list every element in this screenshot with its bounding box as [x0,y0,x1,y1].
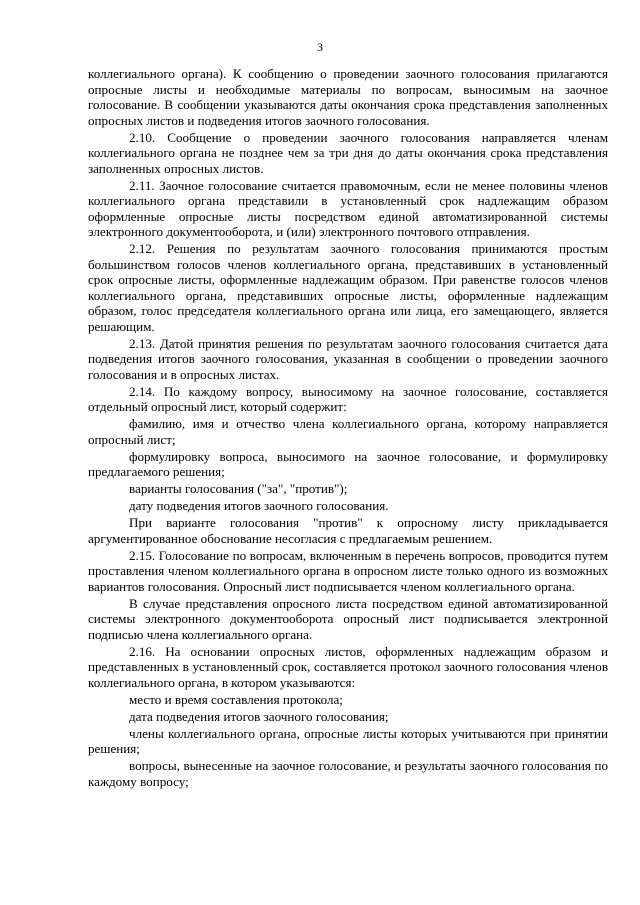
paragraph-electronic-signature: В случае представления опросного листа посредством единой автоматизированной системы электронного документооборота опросный лист подписывается электронной подписью члена коллегиального органа. [88,595,608,642]
paragraph-2-13: 2.13. Датой принятия решения по результатам заочного голосования считается дата подведения итогов заочного голосования, указанная в сообщении о проведении заочного голосования и в опросных листах. [88,335,608,382]
list-item-place-time: место и время составления протокола; [129,691,343,707]
paragraph-2-10: 2.10. Сообщение о проведении заочного голосования направляется членам коллегиального органа не позднее чем за три дня до даты окончания срока представления заполненных опросных листов. [88,129,608,176]
paragraph-2-14: 2.14. По каждому вопросу, выносимому на заочное голосование, составляется отдельный опросный лист, который содержит: [88,383,608,414]
page-number: 3 [317,40,323,54]
paragraph-2-12: 2.12. Решения по результатам заочного голосования принимаются простым большинством голосов членов коллегиального органа, представивших в установленный срок опросные листы, оформленные надлежащим образом. При равенстве голосов членов коллегиального органа, представивших опросные листы, оформленные надлежащим образом, голос председателя коллегиального органа или лица, его замещающего, является решающим. [88,241,608,334]
body-text [88,66,608,791]
paragraph-against-vote: При варианте голосования "против" к опросному листу прикладывается аргументированное обоснование несогласия с предлагаемым решением. [88,515,608,546]
list-item-full-name: фамилию, имя и отчество члена коллегиального органа, которому направляется опросный лист; [88,416,608,447]
paragraph-2-16: 2.16. На основании опросных листов, оформленных надлежащим образом и представленных в установленный срок, составляется протокол заочного голосования членов коллегиального органа, в котором указываются: [88,643,608,690]
paragraph-continuation: коллегиального органа). К сообщению о проведении заочного голосования прилагаются опросные листы и необходимые материалы по вопросам, выносимым на заочное голосование. В сообщении указываются даты окончания срока представления заполненных опросных листов и подведения итогов заочного голосования. [88,66,608,128]
paragraph-2-11: 2.11. Заочное голосование считается правомочным, если не менее половины членов коллегиального органа представили в установленный срок надлежащим образом оформленные опросные листы посредством единой автоматизированной системы электронного документооборота, и (или) электронного почтового отправления. [88,177,608,239]
list-item-voting-options: варианты голосования ("за", "против"); [129,481,348,496]
list-item-results-date-2: дата подведения итогов заочного голосования; [129,708,389,724]
paragraph-2-15: 2.15. Голосование по вопросам, включенным в перечень вопросов, проводится путем проставления членом коллегиального органа в опросном листе только одного из возможных вариантов голосования. Опросный лист подписывается членом коллегиального органа. [88,547,608,594]
list-item-members: члены коллегиального органа, опросные листы которых учитываются при принятии решения; [88,725,608,756]
list-item-question-wording: формулировку вопроса, выносимого на заочное голосование, и формулировку предлагаемого решения; [88,448,608,479]
list-item-results-date: дату подведения итогов заочного голосования. [129,498,389,513]
list-item-questions-results: вопросы, вынесенные на заочное голосование, и результаты заочного голосования по каждому вопросу; [88,758,608,789]
